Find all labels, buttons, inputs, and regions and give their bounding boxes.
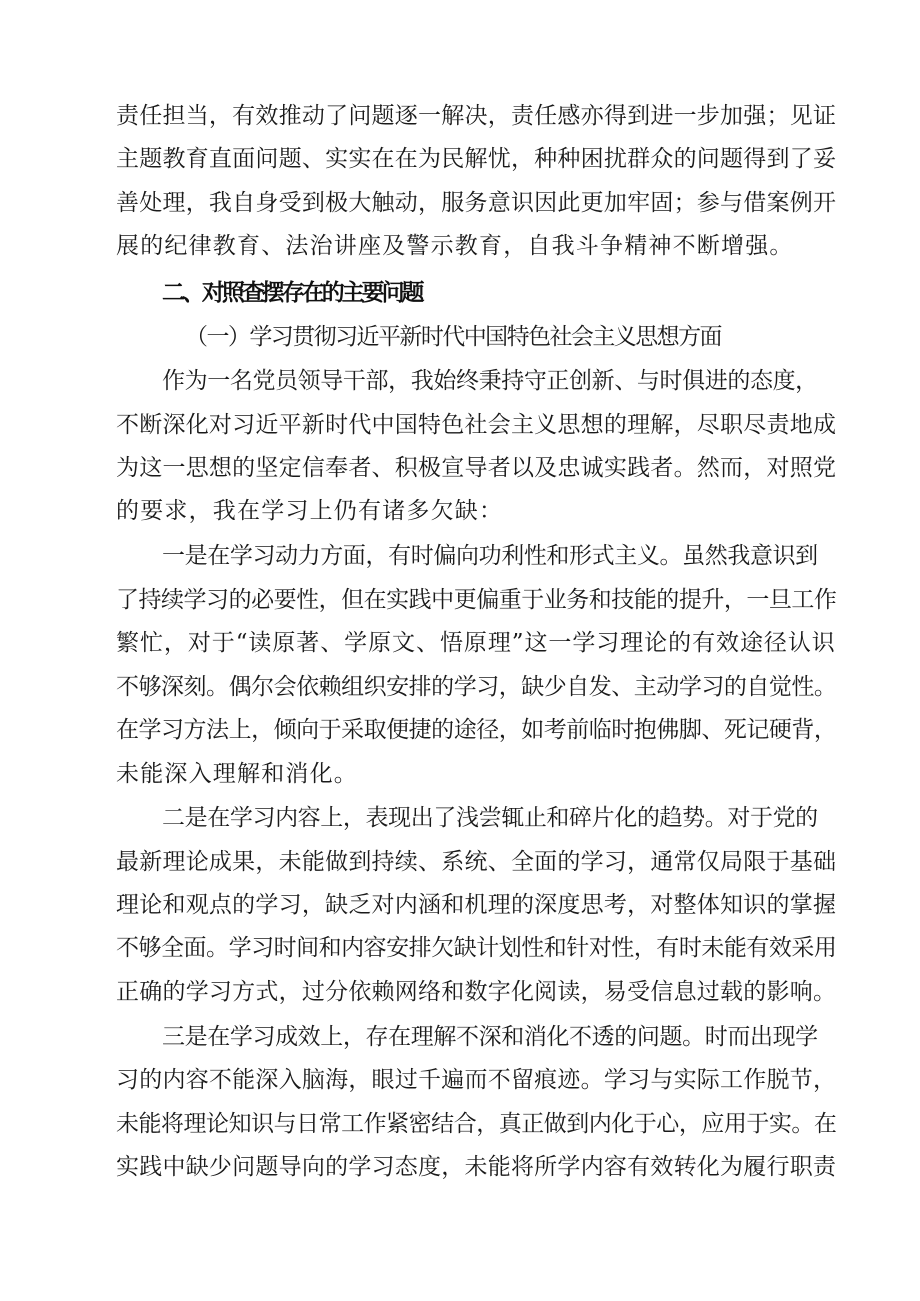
text-line: 的要求，我在学习上仍有诸多欠缺： <box>116 498 504 524</box>
text-line: 展的纪律教育、法治讲座及警示教育，自我斗争精神不断增强。 <box>116 233 794 259</box>
text-line: 不断深化对习近平新时代中国特色社会主义思想的理解，尽职尽责地成 <box>116 412 837 438</box>
text-line: 未能将理论知识与日常工作紧密结合，真正做到内化于心，应用于实。在 <box>116 1111 837 1137</box>
text-line: 作为一名党员领导干部，我始终秉持守正创新、与时俱进的态度， <box>162 368 818 394</box>
text-line: 最新理论成果，未能做到持续、系统、全面的学习，通常仅局限于基础 <box>116 849 837 875</box>
text-line: 不够深刻。偶尔会依赖组织安排的学习，缺少自发、主动学习的自觉性。 <box>116 674 837 700</box>
text-line: 理论和观点的学习，缺乏对内涵和机理的深度思考，对整体知识的掌握 <box>116 892 837 918</box>
text-line: 责任担当，有效推动了问题逐一解决，责任感亦得到进一步加强；见证 <box>116 103 837 129</box>
text-line: 二是在学习内容上，表现出了浅尝辄止和碎片化的趋势。对于党的 <box>162 805 818 831</box>
text-line: 主题教育直面问题、实实在在为民解忧，种种困扰群众的问题得到了妥 <box>116 146 837 172</box>
text-line: 了持续学习的必要性，但在实践中更偏重于业务和技能的提升，一旦工作 <box>116 587 837 613</box>
text-line: 为这一思想的坚定信奉者、积极宣导者以及忠诚实践者。然而，对照党 <box>116 455 837 481</box>
text-line: 正确的学习方式，过分依赖网络和数字化阅读，易受信息过载的影响。 <box>116 979 837 1005</box>
text-line: 善处理，我自身受到极大触动，服务意识因此更加牢固；参与借案例开 <box>116 190 837 216</box>
text-line: 不够全面。学习时间和内容安排欠缺计划性和针对性，有时未能有效采用 <box>116 935 837 961</box>
text-line: 一是在学习动力方面，有时偏向功利性和形式主义。虽然我意识到 <box>162 543 818 569</box>
subsection-heading: （一）学习贯彻习近平新时代中国特色社会主义思想方面 <box>185 324 722 350</box>
text-line: 未能深入理解和消化。 <box>116 761 358 787</box>
text-line: 习的内容不能深入脑海，眼过千遍而不留痕迹。学习与实际工作脱节， <box>116 1067 837 1093</box>
text-line: 在学习方法上，倾向于采取便捷的途径，如考前临时抱佛脚、死记硬背， <box>116 717 837 743</box>
text-line: 实践中缺少问题导向的学习态度，未能将所学内容有效转化为履行职责 <box>116 1154 837 1180</box>
section-heading: 二、对照查摆存在的主要问题 <box>162 280 422 306</box>
text-line: 三是在学习成效上，存在理解不深和消化不透的问题。时而出现学 <box>162 1024 818 1050</box>
text-line: 繁忙，对于“读原著、学原文、悟原理”这一学习理论的有效途径认识 <box>116 630 836 656</box>
